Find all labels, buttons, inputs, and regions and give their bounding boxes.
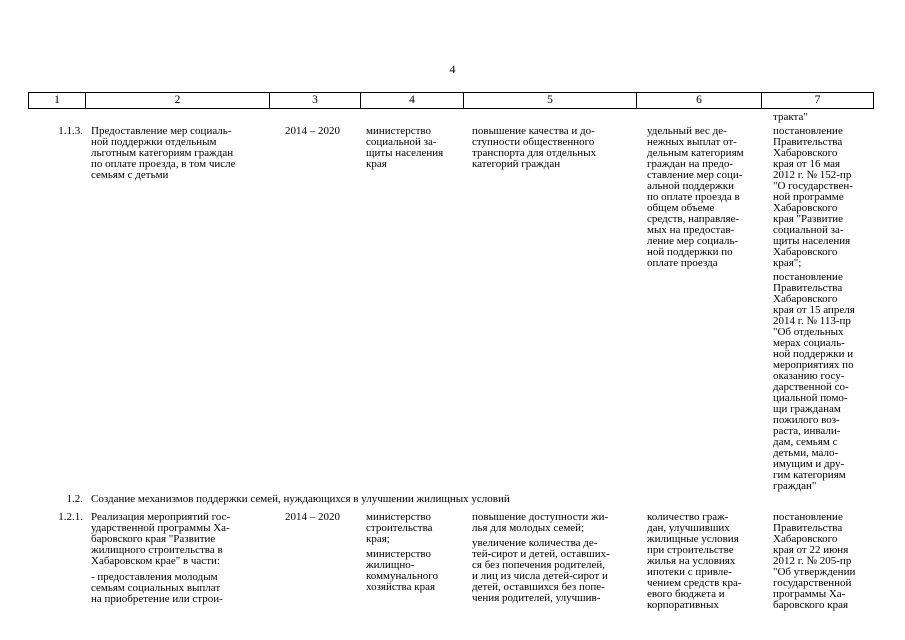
row-113-number: 1.1.3. bbox=[58, 125, 83, 137]
row-121-period: 2014 – 2020 bbox=[285, 511, 340, 523]
header-col-1: 1 bbox=[29, 93, 86, 109]
header-col-5: 5 bbox=[464, 93, 637, 109]
row-121-number: 1.2.1. bbox=[58, 511, 83, 523]
header-col-4: 4 bbox=[361, 93, 464, 109]
row-113-result: повышение качества и до- ступности общественного транспорта для отдельных категорий граждан bbox=[472, 125, 597, 170]
row-113-document-2: постановление Правительства Хабаровского края от 15 апреля 2014 г. № 113-пр "Об отдельных мерах социаль- ной поддержки и мероприятиях по оказанию госу- дарственной со- циальной помо- щи гражданам пожилого воз- раста, инвали- дам, семьям с детьми, мало- имущим и дру- гим категориям граждан" bbox=[773, 271, 855, 492]
header-col-2: 2 bbox=[86, 93, 270, 109]
page-number: 4 bbox=[449, 62, 456, 76]
header-col-6: 6 bbox=[637, 93, 762, 109]
row-113-period: 2014 – 2020 bbox=[285, 125, 340, 137]
row-113-name: Предоставление мер социаль- ной поддержки отдельным льготным категориям граждан по оплате проезда, в том числе семьям с детьми bbox=[91, 125, 236, 181]
header-col-3: 3 bbox=[270, 93, 361, 109]
row-113-indicator: удельный вес де- нежных выплат от- дельным категориям граждан на предо- ставление мер соци- альной поддержки по оплате проезда в общем объеме средств, направляе- мых на предостав- ление мер социаль- ной поддержки по оплате проезда bbox=[647, 125, 744, 269]
row-121-name: Реализация мероприятий гос- ударственной программы Ха- баровского края "Развитие жилищного строительства в Хабаровском крае" в части: bbox=[91, 511, 231, 567]
row-121-result-1: повышение доступности жи- лья для молодых семей; bbox=[472, 511, 609, 534]
section-12-title: Создание механизмов поддержки семей, нуждающихся в улучшении жилищных условий bbox=[91, 493, 510, 505]
row-113-executor: министерство социальной за- щиты населения края bbox=[366, 125, 444, 170]
column-number-header bbox=[28, 92, 874, 109]
row-121-name-item: - предоставления молодым семьям социальных выплат на приобретение или строи- bbox=[91, 571, 223, 605]
continuation-text: тракта" bbox=[773, 111, 808, 123]
row-113-document-1: постановление Правительства Хабаровского края от 16 мая 2012 г. № 152-пр "О государствен- ной программе Хабаровского края "Развитие социальной за- щиты населения Хабаровского края"; bbox=[773, 125, 853, 269]
row-121-executor-2: министерство жилищно- коммунального хозяйства края bbox=[366, 548, 438, 593]
row-121-executor-1: министерство строительства края; bbox=[366, 511, 433, 545]
row-121-indicator: количество граж- дан, улучшивших жилищные условия при строительстве жилья на условиях ипотеки с привле- чением средств кра- евого бюджета и корпоративных bbox=[647, 511, 742, 611]
header-col-7: 7 bbox=[762, 93, 874, 109]
section-12-number: 1.2. bbox=[66, 493, 83, 505]
row-121-document: постановление Правительства Хабаровского края от 22 июня 2012 г. № 205-пр "Об утверждении государственной программы Ха- баровского края bbox=[773, 511, 856, 611]
row-121-result-2: увеличение количества де- тей-сирот и детей, оставших- ся без попечения родителей, и лиц из числа детей-сирот и детей, оставшихся без попе- чения родителей, улучшив- bbox=[472, 537, 610, 604]
